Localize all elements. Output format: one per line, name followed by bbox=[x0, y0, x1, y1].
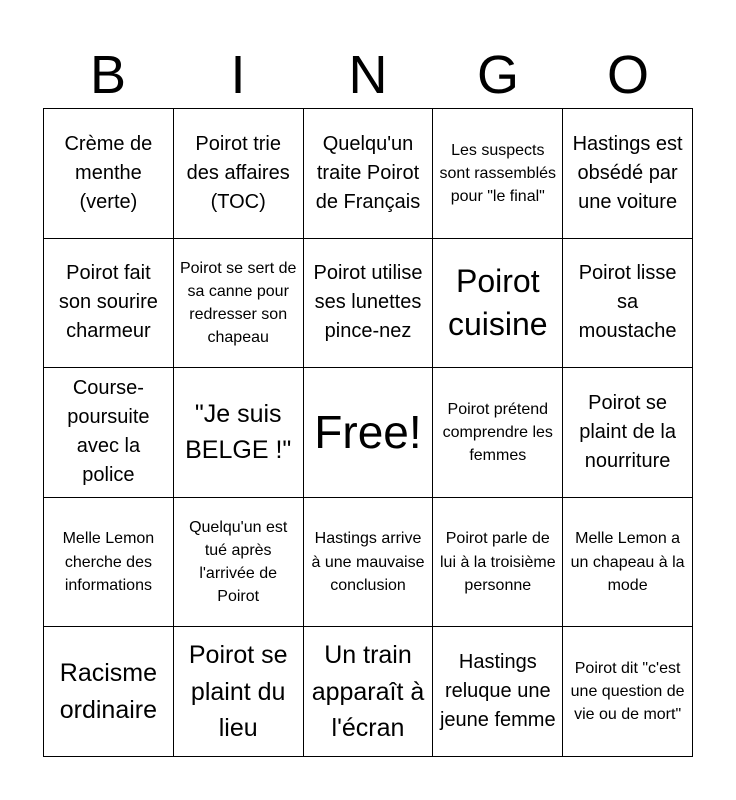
bingo-cell[interactable] bbox=[44, 498, 174, 628]
bingo-cell[interactable] bbox=[174, 239, 304, 369]
bingo-cell-text: Course-poursuite avec la police bbox=[67, 377, 150, 487]
bingo-cell[interactable] bbox=[563, 239, 693, 369]
bingo-cell[interactable] bbox=[304, 498, 434, 628]
bingo-cell-text: Un train apparaît à l'écran bbox=[311, 641, 425, 742]
bingo-cell[interactable] bbox=[174, 109, 304, 239]
bingo-cell-text: Poirot trie des affaires (TOC) bbox=[186, 132, 290, 213]
bingo-cell-text: Hastings arrive à une mauvaise conclusion bbox=[311, 530, 425, 594]
bingo-cell-text: Poirot se plaint du lieu bbox=[188, 641, 288, 742]
bingo-cell-text: Les suspects sont rassemblés pour "le final" bbox=[439, 141, 557, 205]
bingo-cell-text: Poirot dit "c'est une question de vie ou de mort" bbox=[570, 659, 685, 724]
bingo-card-grid bbox=[43, 108, 693, 757]
bingo-cell-text: Hastings reluque une jeune femme bbox=[439, 651, 556, 732]
bingo-cell[interactable] bbox=[563, 109, 693, 239]
bingo-cell[interactable] bbox=[44, 239, 174, 369]
bingo-cell-text: Hastings est obsédé par une voiture bbox=[572, 132, 683, 213]
bingo-cell[interactable] bbox=[44, 109, 174, 239]
bingo-cell-text: Free! bbox=[314, 405, 422, 458]
bingo-cell[interactable] bbox=[174, 627, 304, 757]
bingo-cell-text: "Je suis BELGE !" bbox=[185, 400, 292, 465]
bingo-cell-text: Poirot utilise ses lunettes pince-nez bbox=[313, 262, 423, 343]
bingo-cell[interactable] bbox=[174, 368, 304, 498]
bingo-cell-text: Melle Lemon cherche des informations bbox=[62, 530, 155, 594]
bingo-header bbox=[43, 42, 693, 108]
header-letter-n: N bbox=[348, 45, 388, 105]
header-letter-o: O bbox=[606, 45, 649, 105]
header-letter-i: I bbox=[230, 45, 246, 105]
header-letter-g: G bbox=[476, 45, 519, 105]
bingo-cell-text: Poirot prétend comprendre les femmes bbox=[442, 400, 553, 465]
bingo-cell[interactable] bbox=[433, 498, 563, 628]
bingo-cell-text: Racisme ordinaire bbox=[59, 659, 158, 724]
bingo-cell-text: Poirot cuisine bbox=[447, 262, 548, 342]
bingo-cell[interactable] bbox=[563, 368, 693, 498]
bingo-cell-text: Poirot se plaint de la nourriture bbox=[579, 391, 676, 472]
bingo-cell[interactable] bbox=[304, 239, 434, 369]
header-letter-b: B bbox=[89, 45, 127, 105]
bingo-cell[interactable] bbox=[44, 627, 174, 757]
bingo-cell[interactable] bbox=[433, 239, 563, 369]
bingo-cell[interactable] bbox=[433, 368, 563, 498]
bingo-cell-text: Crème de menthe (verte) bbox=[64, 132, 153, 213]
bingo-cell-text: Poirot parle de lui à la troisième personne bbox=[439, 530, 556, 594]
bingo-cell[interactable] bbox=[563, 627, 693, 757]
bingo-cell-text: Poirot lisse sa moustache bbox=[578, 262, 677, 343]
bingo-cell[interactable] bbox=[174, 498, 304, 628]
bingo-cell-text: Quelqu'un est tué après l'arrivée de Poirot bbox=[189, 518, 288, 606]
free-space-cell[interactable] bbox=[304, 368, 434, 498]
bingo-cell[interactable] bbox=[44, 368, 174, 498]
bingo-cell-text: Poirot fait son sourire charmeur bbox=[58, 262, 158, 343]
bingo-cell[interactable] bbox=[563, 498, 693, 628]
bingo-cell[interactable] bbox=[433, 109, 563, 239]
bingo-cell[interactable] bbox=[304, 109, 434, 239]
bingo-cell-text: Poirot se sert de sa canne pour redresser son chapeau bbox=[179, 259, 297, 347]
bingo-cell-text: Quelqu'un traite Poirot de Français bbox=[315, 132, 421, 213]
bingo-cell-text: Melle Lemon a un chapeau à la mode bbox=[570, 530, 685, 594]
bingo-cell[interactable] bbox=[433, 627, 563, 757]
bingo-cell[interactable] bbox=[304, 627, 434, 757]
